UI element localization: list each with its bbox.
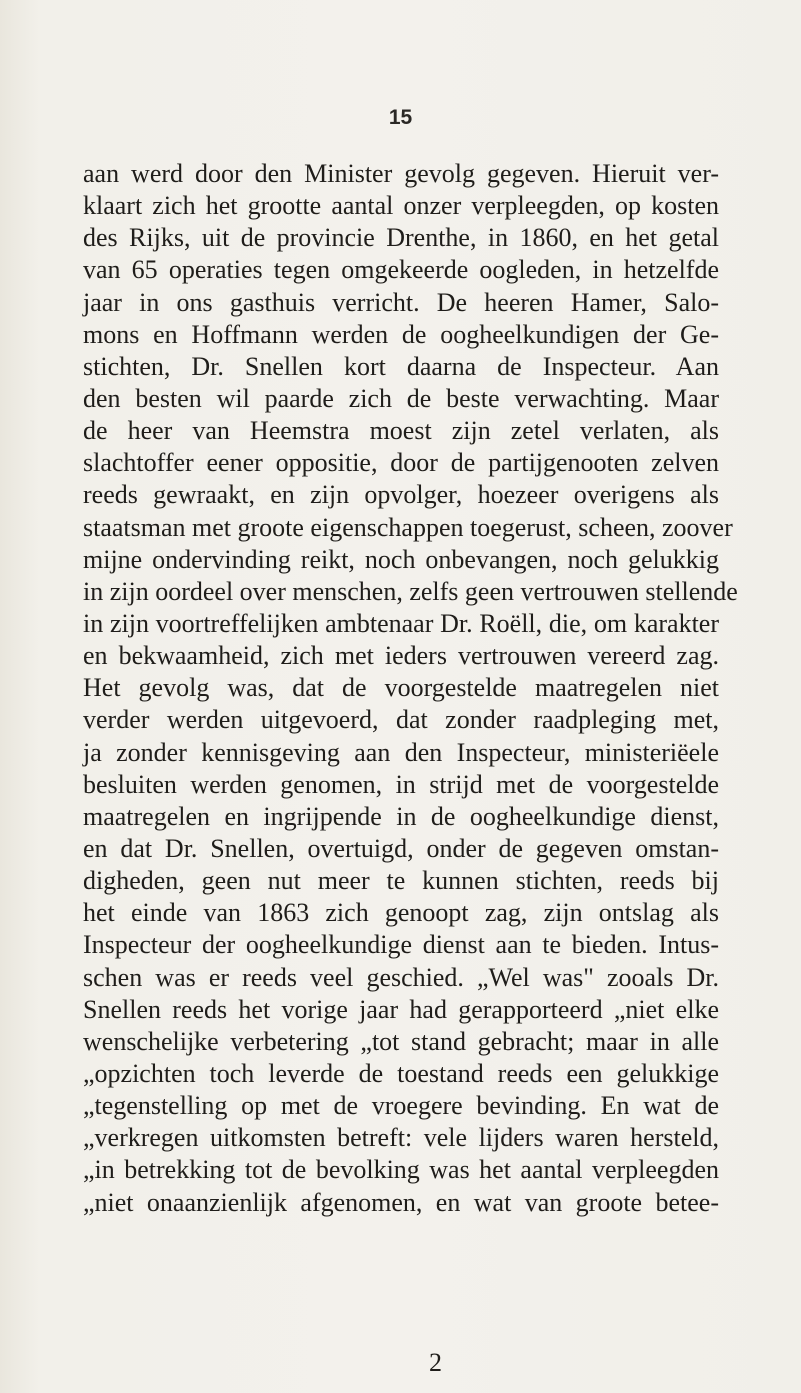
page-number: 15 [388, 106, 413, 129]
body-text [83, 158, 738, 1219]
text-line: in zijn voortreffelijken ambtenaar Dr. Roëll, die, om karakter [83, 608, 719, 638]
text-line: „verkregen uitkomsten betreft: vele lijders waren hersteld, [83, 1123, 719, 1153]
text-line: en dat Dr. Snellen, overtuigd, onder de gegeven omstan- [83, 833, 719, 863]
text-line: „niet onaanzienlijk afgenomen, en wat van groote betee- [83, 1187, 719, 1217]
text-line: schen was er reeds veel geschied. „Wel was" zooals Dr. [83, 962, 719, 992]
text-line: en bekwaamheid, zich met ieders vertrouwen vereerd zag. [83, 641, 719, 671]
text-line: des Rijks, uit de provincie Drenthe, in 1860, en het getal [83, 223, 719, 253]
text-line: „opzichten toch leverde de toestand reeds een gelukkige [83, 1058, 719, 1088]
text-line: klaart zich het grootte aantal onzer verpleegden, op kosten [83, 191, 719, 221]
text-line: maatregelen en ingrijpende in de oogheelkundige dienst, [83, 801, 719, 831]
text-line: aan werd door den Minister gevolg gegeven. Hieruit ver- [83, 159, 719, 188]
text-line: mijne ondervinding reikt, noch onbevangen, noch gelukkig [83, 544, 719, 574]
text-line: mons en Hoffmann werden de oogheelkundigen der Ge- [83, 319, 719, 349]
signature-mark: 2 [429, 1348, 442, 1377]
text-line: Inspecteur der oogheelkundige dienst aan te bieden. Intus- [83, 930, 719, 960]
text-line: verder werden uitgevoerd, dat zonder raadpleging met, [83, 705, 719, 735]
text-line: digheden, geen nut meer te kunnen stichten, reeds bij [83, 866, 719, 896]
text-line: „in betrekking tot de bevolking was het aantal verpleegden [83, 1155, 719, 1185]
text-line: het einde van 1863 zich genoopt zag, zijn ontslag als [83, 898, 719, 928]
text-line: stichten, Dr. Snellen kort daarna de Inspecteur. Aan [83, 351, 719, 381]
text-line: Snellen reeds het vorige jaar had gerapporteerd „niet elke [83, 994, 719, 1024]
text-line: staatsman met groote eigenschappen toegerust, scheen, zoover [83, 512, 733, 542]
text-line: den besten wil paarde zich de beste verwachting. Maar [83, 383, 719, 413]
text-line: wenschelijke verbetering „tot stand gebracht; maar in alle [83, 1026, 719, 1056]
text-line: Het gevolg was, dat de voorgestelde maatregelen niet [83, 673, 719, 703]
text-line: ja zonder kennisgeving aan den Inspecteur, ministeriëele [83, 737, 719, 767]
text-line: reeds gewraakt, en zijn opvolger, hoezeer overigens als [83, 480, 719, 510]
text-line: van 65 operaties tegen omgekeerde oogleden, in hetzelfde [83, 255, 719, 285]
text-line: besluiten werden genomen, in strijd met de voorgestelde [83, 769, 719, 799]
text-line: „tegenstelling op met de vroegere bevinding. En wat de [83, 1091, 719, 1121]
text-line: in zijn oordeel over menschen, zelfs geen vertrouwen stellende [83, 576, 738, 606]
text-line: jaar in ons gasthuis verricht. De heeren Hamer, Salo- [83, 287, 719, 317]
text-line: slachtoffer eener oppositie, door de partijgenooten zelven [83, 448, 719, 478]
text-line: de heer van Heemstra moest zijn zetel verlaten, als [83, 416, 719, 446]
